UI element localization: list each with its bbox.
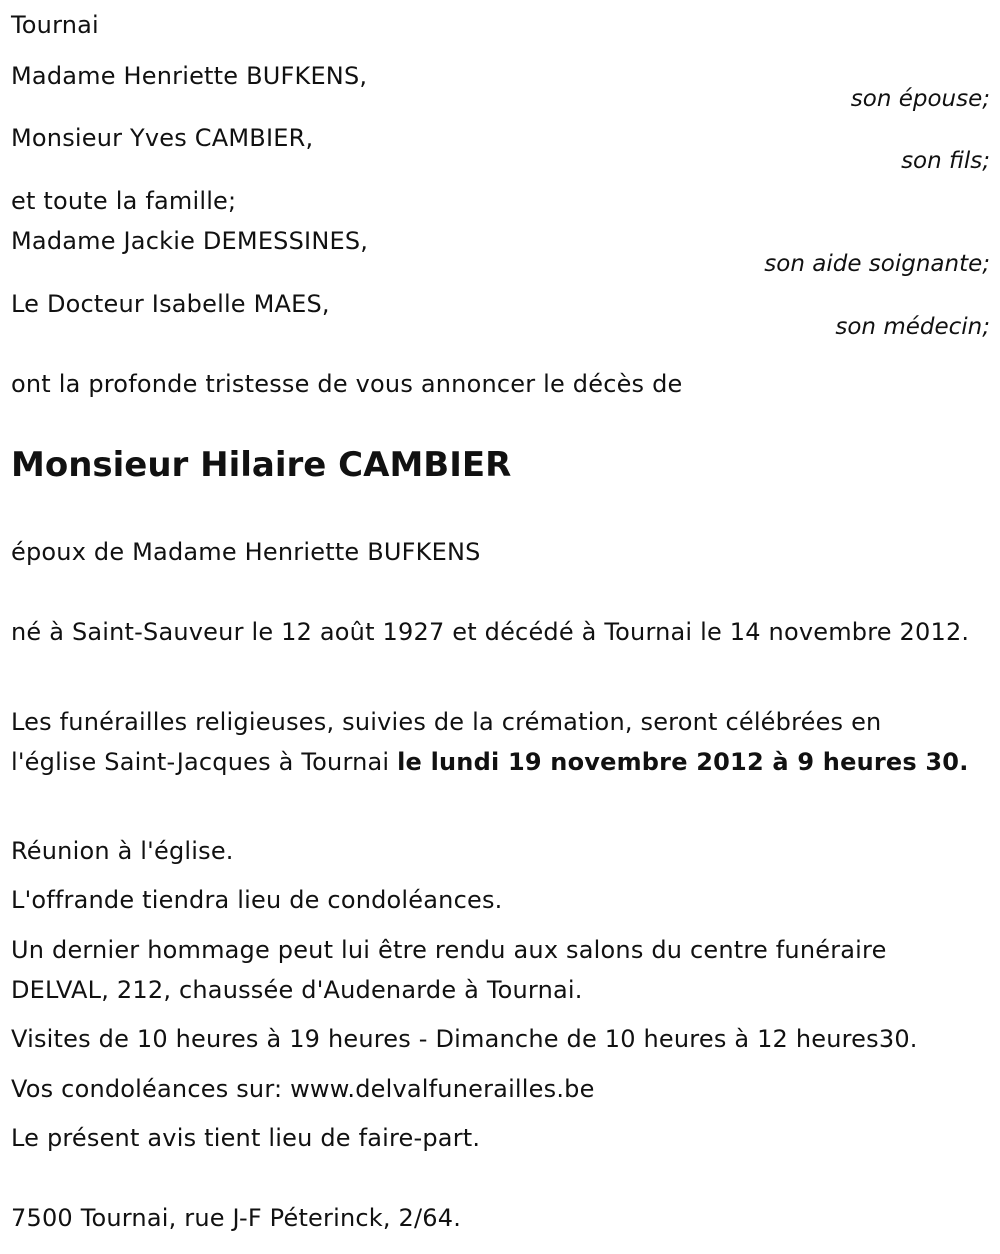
family-member-name: et toute la famille; bbox=[11, 187, 237, 215]
family-member-name: Le Docteur Isabelle MAES, bbox=[11, 290, 330, 318]
condolences-paragraph: Vos condoléances sur: www.delvalfunerailles.be bbox=[11, 1075, 595, 1103]
family-member-role: son médecin; bbox=[835, 314, 990, 340]
family-member-role: son fils; bbox=[901, 148, 990, 174]
family-member-name: Madame Jackie DEMESSINES, bbox=[11, 227, 369, 255]
spouse-line: époux de Madame Henriette BUFKENS bbox=[11, 538, 481, 566]
family-member-name: Madame Henriette BUFKENS, bbox=[11, 62, 368, 90]
offering-paragraph: L'offrande tiendra lieu de condoléances. bbox=[11, 886, 503, 914]
family-member-name: Monsieur Yves CAMBIER, bbox=[11, 124, 314, 152]
family-member-role: son aide soignante; bbox=[764, 251, 990, 277]
notice-paragraph: Le présent avis tient lieu de faire-part. bbox=[11, 1124, 481, 1152]
funeral-intro-text: Les funérailles religieuses, suivies de la crémation, seront célébrées en l'église Saint-Jacques à Tournai bbox=[11, 708, 882, 776]
deceased-name: Monsieur Hilaire CAMBIER bbox=[11, 445, 512, 485]
funeral-date-text: le lundi 19 novembre 2012 à 9 heures 30. bbox=[397, 748, 969, 776]
birth-death-paragraph: né à Saint-Sauveur le 12 août 1927 et décédé à Tournai le 14 novembre 2012. bbox=[11, 618, 970, 646]
funeral-paragraph bbox=[11, 702, 971, 782]
location-line: Tournai bbox=[11, 11, 99, 39]
family-member-role: son épouse; bbox=[850, 86, 990, 112]
address-line: 7500 Tournai, rue J-F Péterinck, 2/64. bbox=[11, 1204, 462, 1232]
homage-paragraph: Un dernier hommage peut lui être rendu aux salons du centre funéraire DELVAL, 212, chaussée d'Audenarde à Tournai. bbox=[11, 936, 887, 1004]
announcement-line: ont la profonde tristesse de vous annoncer le décès de bbox=[11, 370, 683, 398]
visits-paragraph: Visites de 10 heures à 19 heures - Dimanche de 10 heures à 12 heures30. bbox=[11, 1025, 918, 1053]
meeting-paragraph: Réunion à l'église. bbox=[11, 837, 234, 865]
